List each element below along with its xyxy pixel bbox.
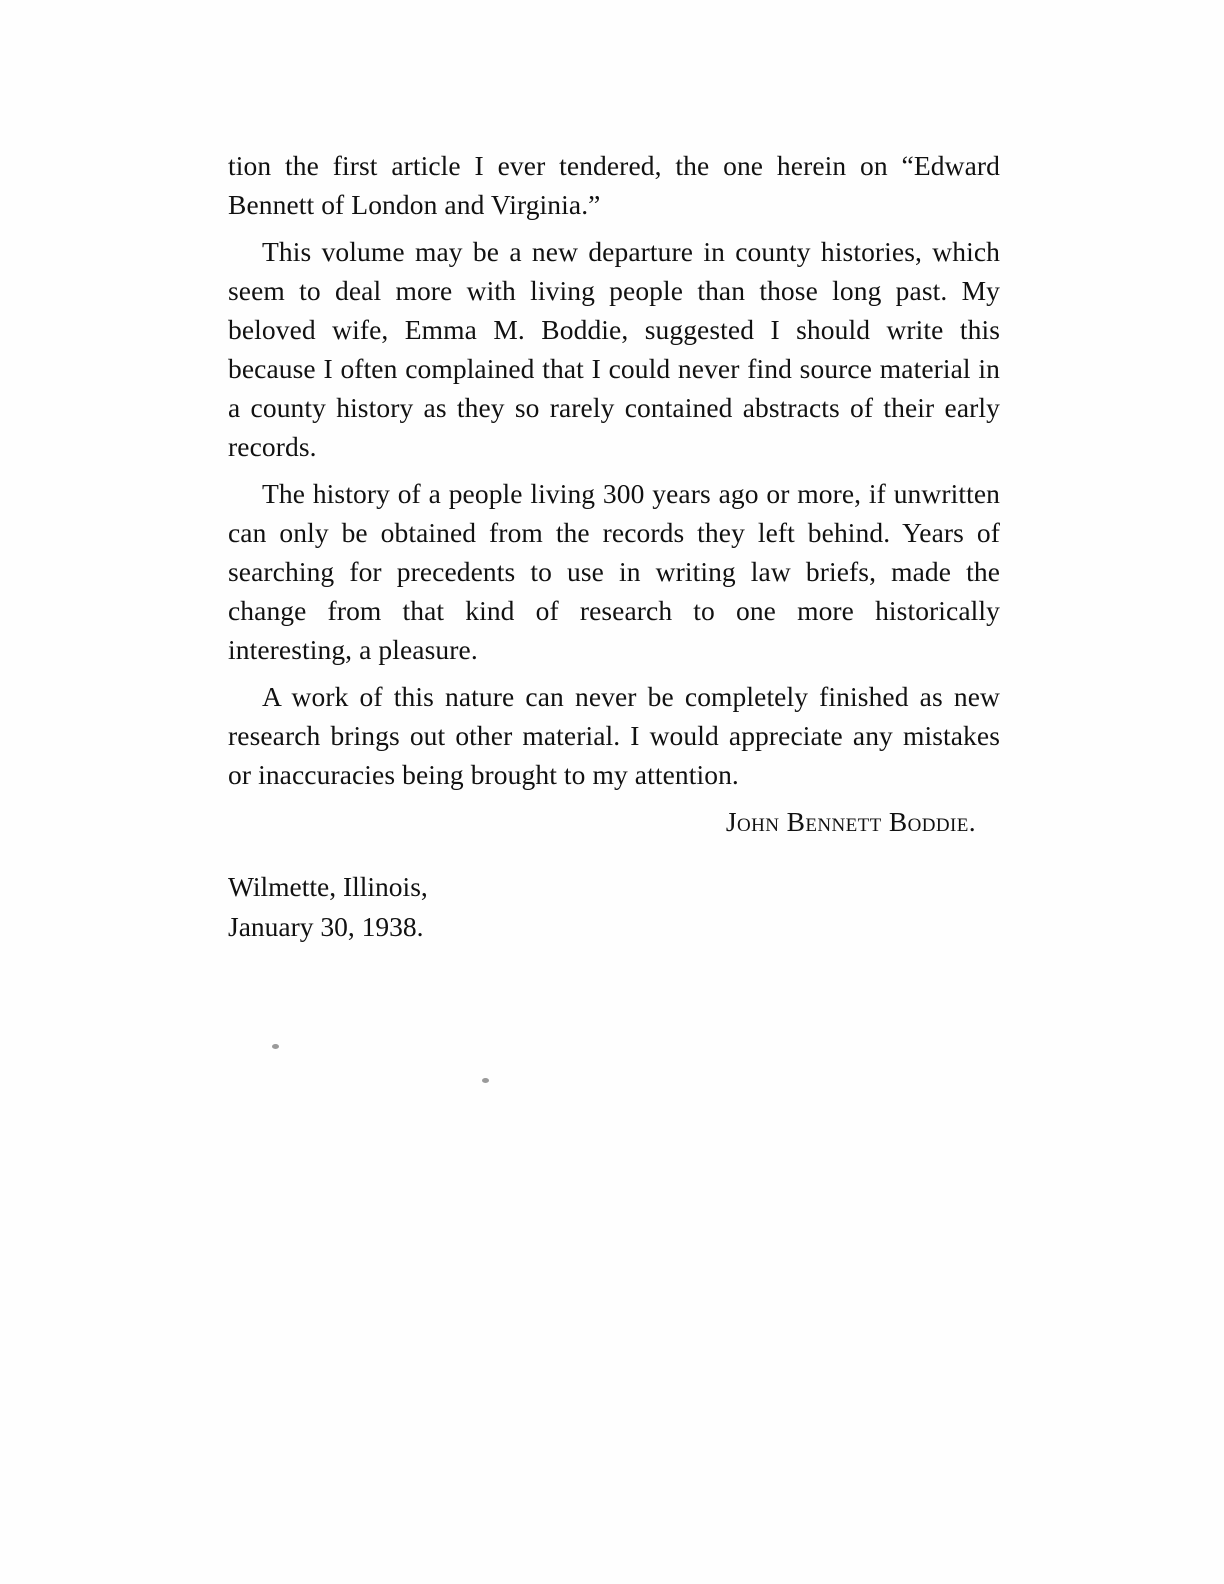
paragraph-history-of-people: The history of a people living 300 years ago or more, if unwritten can only be obtained from the records they left behind. Years of searching for precedents to use in writing law briefs, made the change from that kind of research to one more historically interesting, a pleasure. [228,478,1000,665]
paragraph-volume-departure: This volume may be a new departure in county histories, which seem to deal more with living people than those long past. My beloved wife, Emma M. Boddie, suggested I should write this because I often complained that I could never find source material in a county history as they so rarely contained abstracts of their early records. [228,236,1000,462]
page-speck-lower [482,1078,489,1083]
dateline-block [228,867,1000,947]
body-text-column [228,146,1000,947]
paragraph-continuation: tion the first article I ever tendered, the one herein on “Edward Bennett of London and Virginia.” [228,150,1000,220]
dateline-place: Wilmette, Illinois, [228,871,428,902]
page-speck-upper [272,1044,279,1049]
dateline-date: January 30, 1938. [228,911,424,942]
author-signature: John Bennett Boddie. [725,806,976,837]
paragraph-work-never-finished: A work of this nature can never be completely finished as new research brings out other material. I would appreciate any mistakes or inaccuracies being brought to my attention. [228,681,1000,790]
